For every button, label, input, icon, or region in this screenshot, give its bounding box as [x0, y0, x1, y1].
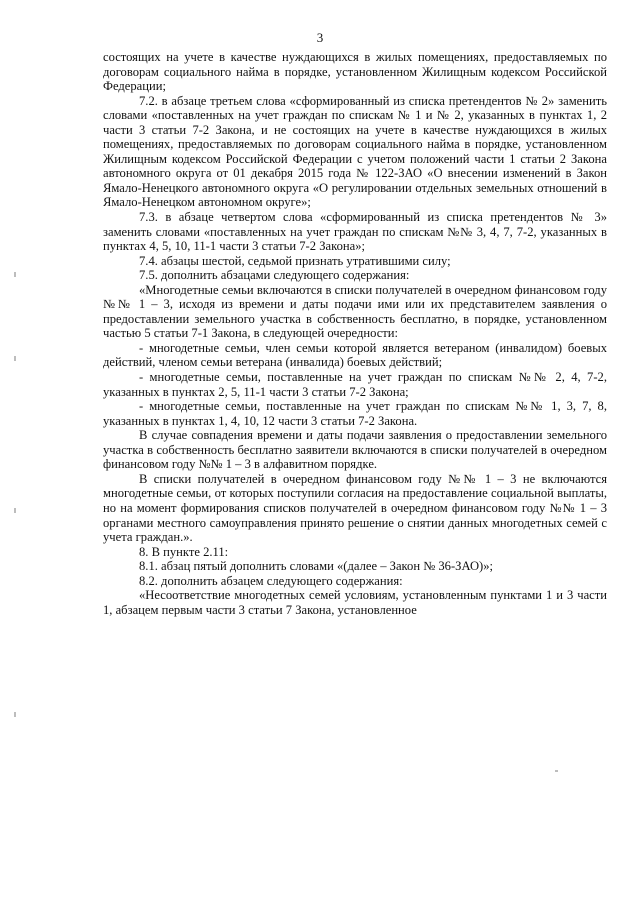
scan-mark [555, 770, 558, 772]
paragraph-1: состоящих на учете в качестве нуждающихся в жилых помещениях, предоставляемых по договорам социального найма в порядке, установленном Жилищным кодексом Российской Федерации; [103, 50, 607, 94]
page-number: 3 [316, 30, 324, 45]
paragraph-7-4: 7.4. абзацы шестой, седьмой признать утратившими силу; [139, 253, 451, 268]
document-body [103, 50, 607, 617]
paragraph-7-2: 7.2. в абзаце третьем слова «сформированный из списка претендентов № 2» заменить словами «поставленных на учет граждан по спискам № 1 и № 2, указанных в пунктах 1, 2 части 3 статьи 7-2 Закона, и не состоящих на учете в качестве нуждающихся в жилых помещениях, предоставляемых по договорам социального найма в порядке, установленном Жилищным кодексом Российской Федерации с учетом положений части 1 статьи 2 Закона автономного округа от 01 декабря 2015 года № 122-ЗАО «О внесении изменений в Закон Ямало-Ненецкого автономного округа «О регулировании отдельных земельных отношений в Ямало-Ненецком автономном округе»; [103, 93, 607, 210]
scan-mark [14, 356, 16, 361]
paragraph-8-1: 8.1. абзац пятый дополнить словами «(далее – Закон № 36-ЗАО)»; [139, 559, 494, 574]
scan-mark [14, 712, 16, 717]
paragraph-exclusion: В списки получателей в очередном финансовом году №№ 1 – 3 не включаются многодетные семьи, от которых поступили согласия на предоставление социальной выплаты, но на момент формирования списков получателей в очередном финансовом году №№ 1 – 3 органами местного самоуправления принято решение о снятии данных многодетных семей с учета граждан.». [103, 471, 607, 545]
scan-mark [14, 508, 16, 513]
paragraph-list-item-3: - многодетные семьи, поставленные на учет граждан по спискам №№ 1, 3, 7, 8, указанных в пунктах 1, 4, 10, 12 части 3 статьи 7-2 Закона. [103, 399, 607, 428]
paragraph-list-item-2: - многодетные семьи, поставленные на учет граждан по спискам №№ 2, 4, 7-2, указанных в пунктах 2, 5, 11-1 части 3 статьи 7-2 Закона; [103, 370, 607, 399]
paragraph-list-item-1: - многодетные семьи, член семьи которой является ветераном (инвалидом) боевых действий, членом семьи ветерана (инвалида) боевых действий; [103, 340, 607, 370]
scan-mark [14, 272, 16, 277]
paragraph-final: «Несоответствие многодетных семей условиям, установленным пунктами 1 и 3 части 1, абзацем первым части 3 статьи 7 Закона, установленное [103, 588, 607, 617]
paragraph-coincidence: В случае совпадения времени и даты подачи заявления о предоставлении земельного участка в собственность бесплатно заявители включаются в списки получателей в очередном финансовом году №№ 1 – 3 в алфавитном порядке. [103, 428, 607, 472]
paragraph-8-2: 8.2. дополнить абзацем следующего содержания: [139, 573, 403, 588]
paragraph-7-3: 7.3. в абзаце четвертом слова «сформированный из списка претендентов № 3» заменить словами «поставленных на учет граждан по спискам №№ 3, 4, 7, 7-2, указанных в пунктах 4, 5, 10, 11-1 части 3 статьи 7-2 Закона»; [103, 210, 607, 254]
paragraph-quote-start: «Многодетные семьи включаются в списки получателей в очередном финансовом году №№ 1 – 3, исходя из времени и даты подачи ими или их представителем заявления о предоставлении земельного участка в собственность бесплатно, в порядке, установленном частью 5 статьи 7-1 Закона, в следующей очередности: [103, 282, 607, 341]
paragraph-8: 8. В пункте 2.11: [139, 544, 229, 559]
paragraph-7-5: 7.5. дополнить абзацами следующего содержания: [139, 268, 410, 283]
